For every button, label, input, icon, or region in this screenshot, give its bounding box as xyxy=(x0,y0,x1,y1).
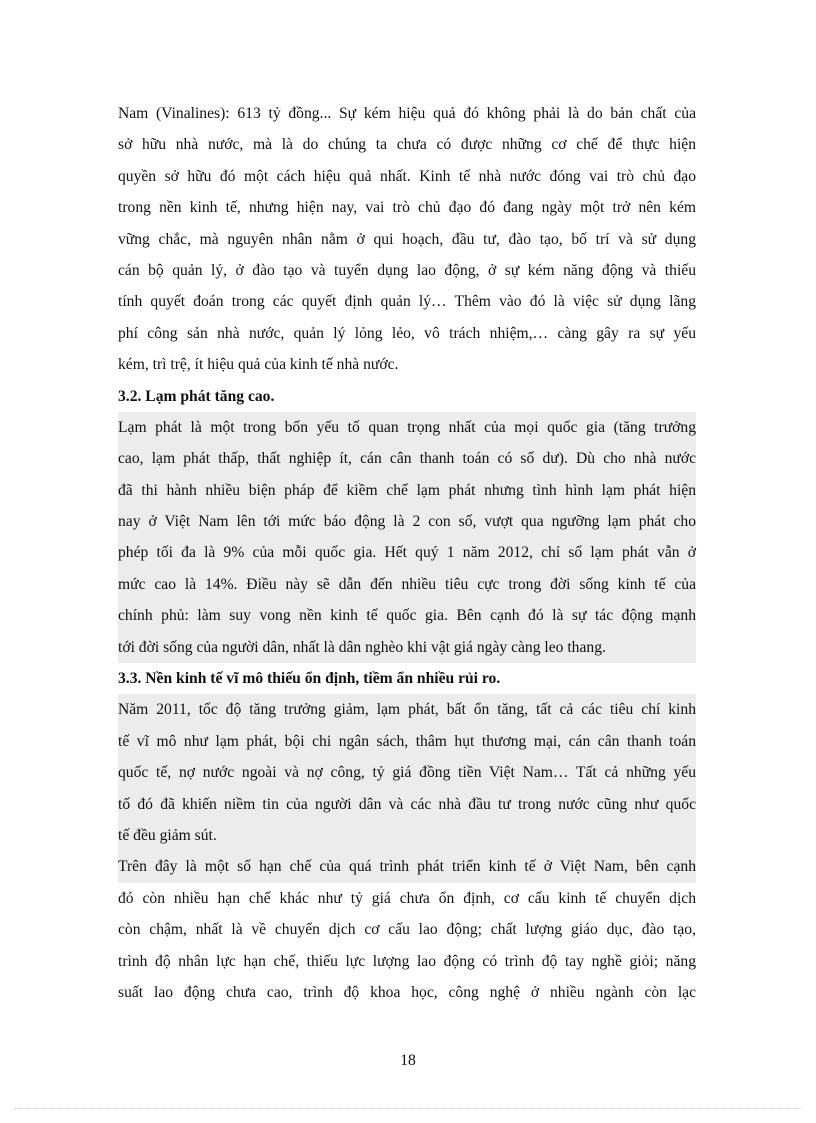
text-line: Nam (Vinalines): 613 tỷ đồng... Sự kém hiệu quả đó không phải là do bản chất của xyxy=(118,105,696,122)
text-line: phép tối đa là 9% của mỗi quốc gia. Hết quý 1 năm 2012, chỉ số lạm phát vẫn ở xyxy=(118,537,696,568)
paragraph-macro-economy xyxy=(118,694,696,851)
text-line: phí công sản nhà nước, quản lý lỏng lẻo, vô trách nhiệm,… càng gây ra sự yếu xyxy=(118,324,696,342)
paragraph-summary xyxy=(118,851,696,1008)
document-page xyxy=(118,98,696,1008)
text-line: mức cao là 14%. Điều này sẽ dẫn đến nhiều tiêu cực trong đời sống kinh tế của xyxy=(118,569,696,600)
text-line: kém, trì trệ, ít hiệu quả của kinh tế nhà nước. xyxy=(118,356,399,374)
text-line: tới đời sống của người dân, nhất là dân nghèo khi vật giá ngày càng leo thang. xyxy=(118,632,696,663)
text-line: cán bộ quản lý, ở đào tạo và tuyển dụng lao động, ở sự kém năng động và thiếu xyxy=(118,261,696,279)
section-heading-3-2: 3.2. Lạm phát tăng cao. xyxy=(118,387,275,405)
text-line: vững chắc, mà nguyên nhân nằm ở qui hoạch, đầu tư, đào tạo, bố trí và sử dụng xyxy=(118,230,696,248)
page-bottom-divider xyxy=(14,1108,802,1109)
text-line: sở hữu nhà nước, mà là do chúng ta chưa có được những cơ chế để thực hiện xyxy=(118,136,696,154)
text-line: Năm 2011, tốc độ tăng trưởng giảm, lạm phát, bất ổn tăng, tất cả các tiêu chí kinh xyxy=(118,694,696,725)
text-line: đã thi hành nhiều biện pháp để kiềm chế lạm phát nhưng tình hình lạm phát hiện xyxy=(118,475,696,506)
text-line: còn chậm, nhất là về chuyển dịch cơ cấu lao động; chất lượng giáo dục, đào tạo, xyxy=(118,921,696,939)
section-heading-3-3: 3.3. Nền kinh tế vĩ mô thiếu ổn định, tiềm ẩn nhiều rủi ro. xyxy=(118,670,501,688)
text-line: tố đó đã khiến niềm tin của người dân và các nhà đầu tư trong nước cũng như quốc xyxy=(118,789,696,820)
text-line: trong nền kinh tế, nhưng hiện nay, vai trò chủ đạo đó đang ngày một trở nên kém xyxy=(118,199,696,217)
text-line: Lạm phát là một trong bốn yếu tố quan trọng nhất của mọi quốc gia (tăng trưởng xyxy=(118,412,696,443)
text-line: chính phủ: làm suy vong nền kinh tế quốc gia. Bên cạnh đó là sự tác động mạnh xyxy=(118,600,696,631)
text-line: đó còn nhiều hạn chế khác như tỷ giá chưa ổn định, cơ cấu kinh tế chuyển dịch xyxy=(118,889,696,907)
text-line: quốc tế, nợ nước ngoài và nợ công, tỷ giá đồng tiền Việt Nam… Tất cả những yếu xyxy=(118,757,696,788)
text-line: tế đều giảm sút. xyxy=(118,820,696,851)
text-line: tính quyết đoán trong các quyết định quản lý… Thêm vào đó là việc sử dụng lãng xyxy=(118,293,696,311)
paragraph-state-economy xyxy=(118,98,696,381)
paragraph-inflation xyxy=(118,412,696,663)
text-line: tế vĩ mô như lạm phát, bội chi ngân sách, thâm hụt thương mại, cán cân thanh toán xyxy=(118,726,696,757)
text-line: suất lao động chưa cao, trình độ khoa học, công nghệ ở nhiều ngành còn lạc xyxy=(118,983,696,1001)
page-number: 18 xyxy=(400,1052,416,1069)
text-line: nay ở Việt Nam lên tới mức báo động là 2 con số, vượt qua ngưỡng lạm phát cho xyxy=(118,506,696,537)
text-line: trình độ nhân lực hạn chế, thiếu lực lượng lao động có trình độ tay nghề giỏi; năng xyxy=(118,952,696,970)
text-line: cao, lạm phát thấp, thất nghiệp ít, cán cân thanh toán có số dư). Dù cho nhà nước xyxy=(118,443,696,474)
text-line: Trên đây là một số hạn chế của quá trình phát triển kinh tế ở Việt Nam, bên cạnh xyxy=(118,851,696,882)
text-line: quyền sở hữu đó một cách hiệu quả nhất. Kinh tế nhà nước đóng vai trò chủ đạo xyxy=(118,167,696,185)
